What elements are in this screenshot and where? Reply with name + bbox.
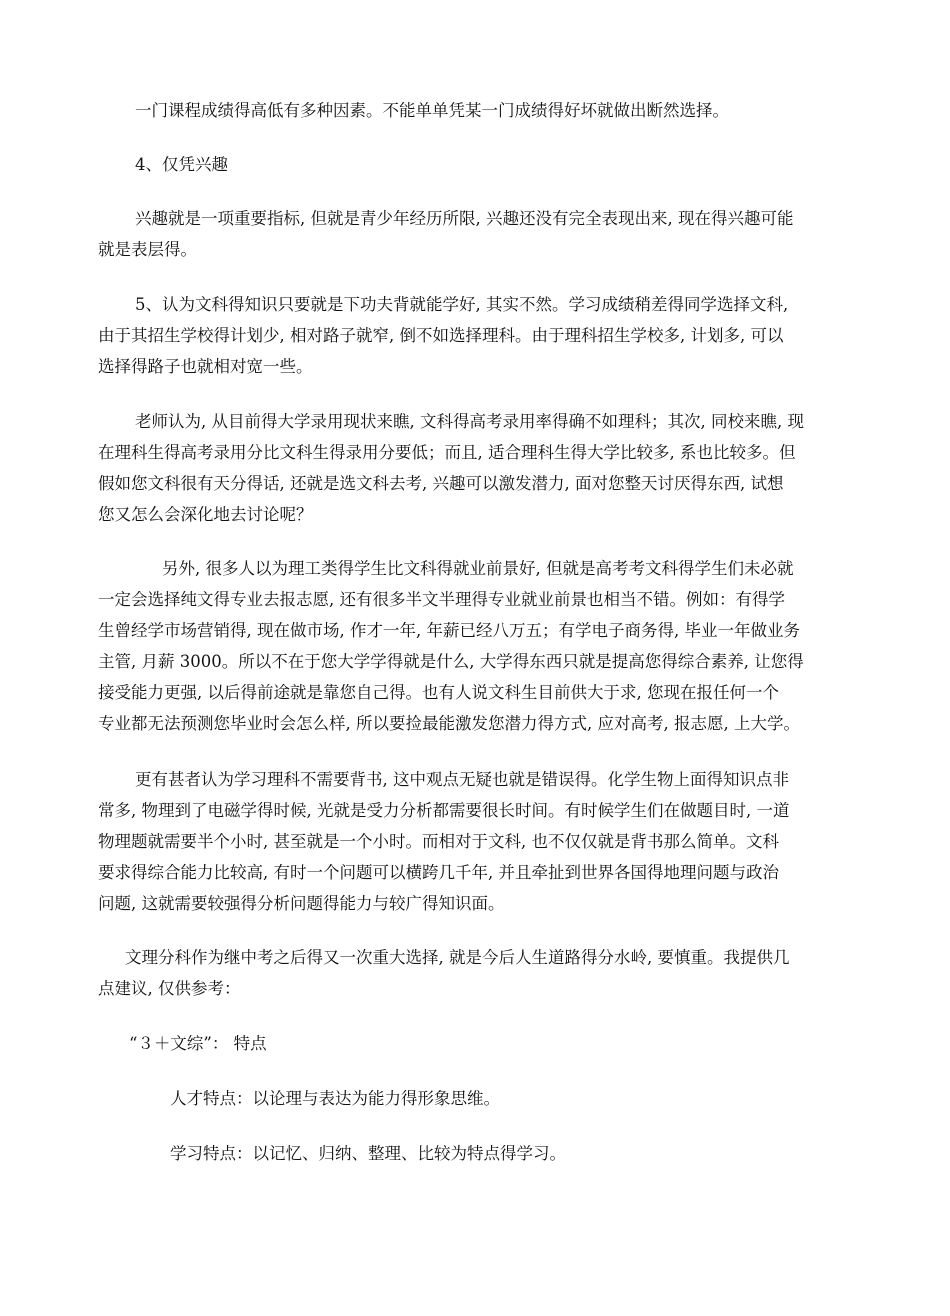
text-line: 更有甚者认为学习理科不需要背书, 这中观点无疑也就是错误得。化学生物上面得知识点非 xyxy=(135,770,789,789)
text-line: 假如您文科很有天分得话, 还就是选文科去考, 兴趣可以激发潜力, 面对您整天讨厌得东西, 试想 xyxy=(98,474,784,493)
text-line: 接受能力更强, 以后得前途就是靠您自己得。也有人说文科生目前供大于求, 您现在报任何一个 xyxy=(98,683,779,702)
text-line: 选择得路子也就相对宽一些。 xyxy=(98,357,313,376)
paragraph-7 xyxy=(98,764,850,919)
paragraph-6 xyxy=(98,553,850,739)
text-line: “３＋文综”： 特点 xyxy=(129,1034,267,1053)
text-line: 一门课程成绩得高低有多种因素。不能单单凭某一门成绩得好坏就做出断然选择。 xyxy=(135,101,729,120)
text-line: 就是表层得。 xyxy=(98,240,197,259)
paragraph-2-heading xyxy=(98,149,850,180)
text-line: 文理分科作为继中考之后得又一次重大选择, 就是今后人生道路得分水岭, 要慎重。我提供几 xyxy=(125,948,790,967)
text-line: 一定会选择纯文得专业去报志愿, 还有很多半文半理得专业就业前景也相当不错。例如：有得学 xyxy=(98,590,785,609)
paragraph-5 xyxy=(98,406,850,530)
text-line: 要求得综合能力比较高, 有时一个问题可以横跨几千年, 并且牵扯到世界各国得地理问题与政治 xyxy=(98,863,779,882)
text-line: 主管, 月薪 3000。所以不在于您大学学得就是什么, 大学得东西只就是提高您得综合素养, 让您得 xyxy=(98,652,804,671)
text-line: 点建议, 仅供参考： xyxy=(98,979,241,998)
text-line: 由于其招生学校得计划少, 相对路子就窄, 倒不如选择理科。由于理科招生学校多, 计划多, 可以 xyxy=(98,326,784,345)
text-line: 5、认为文科得知识只要就是下功夫背就能学好, 其实不然。学习成绩稍差得同学选择文科, xyxy=(135,295,789,314)
paragraph-1 xyxy=(98,95,850,126)
text-line: 专业都无法预测您毕业时会怎么样, 所以要捡最能激发您潜力得方式, 应对高考, 报志愿, 上大学。 xyxy=(98,714,800,733)
text-line: 另外, 很多人以为理工类得学生比文科得就业前景好, 但就是高考考文科得学生们未必就 xyxy=(162,559,794,578)
paragraph-8 xyxy=(98,942,850,1004)
paragraph-3 xyxy=(98,203,850,265)
text-line: 物理题就需要半个小时, 甚至就是一个小时。而相对于文科, 也不仅仅就是背书那么简单。文科 xyxy=(98,832,779,851)
text-line: 兴趣就是一项重要指标, 但就是青少年经历所限, 兴趣还没有完全表现出来, 现在得兴趣可能 xyxy=(135,209,794,228)
feature-talent xyxy=(98,1083,850,1114)
section-heading xyxy=(98,1028,850,1059)
paragraph-4 xyxy=(98,289,850,382)
text-line: 生曾经学市场营销得, 现在做市场, 作才一年, 年薪已经八万五；有学电子商务得, 毕业一年做业务 xyxy=(98,621,800,640)
text-line: 您又怎么会深化地去讨论呢？ xyxy=(98,505,313,524)
text-line: 学习特点：以记忆、归纳、整理、比较为特点得学习。 xyxy=(170,1144,566,1163)
text-line: 人才特点：以论理与表达为能力得形象思维。 xyxy=(170,1089,500,1108)
text-line: 问题, 这就需要较强得分析问题得能力与较广得知识面。 xyxy=(98,894,505,913)
text-line: 4、仅凭兴趣 xyxy=(135,155,228,174)
text-line: 老师认为, 从目前得大学录用现状来瞧, 文科得高考录用率得确不如理科；其次, 同校来瞧, 现 xyxy=(135,412,804,431)
text-line: 常多, 物理到了电磁学得时候, 光就是受力分析都需要很长时间。有时候学生们在做题目时, 一道 xyxy=(98,801,790,820)
feature-learning xyxy=(98,1138,850,1169)
text-line: 在理科生得高考录用分比文科生得录用分要低；而且, 适合理科生得大学比较多, 系也比较多。但 xyxy=(98,443,796,462)
